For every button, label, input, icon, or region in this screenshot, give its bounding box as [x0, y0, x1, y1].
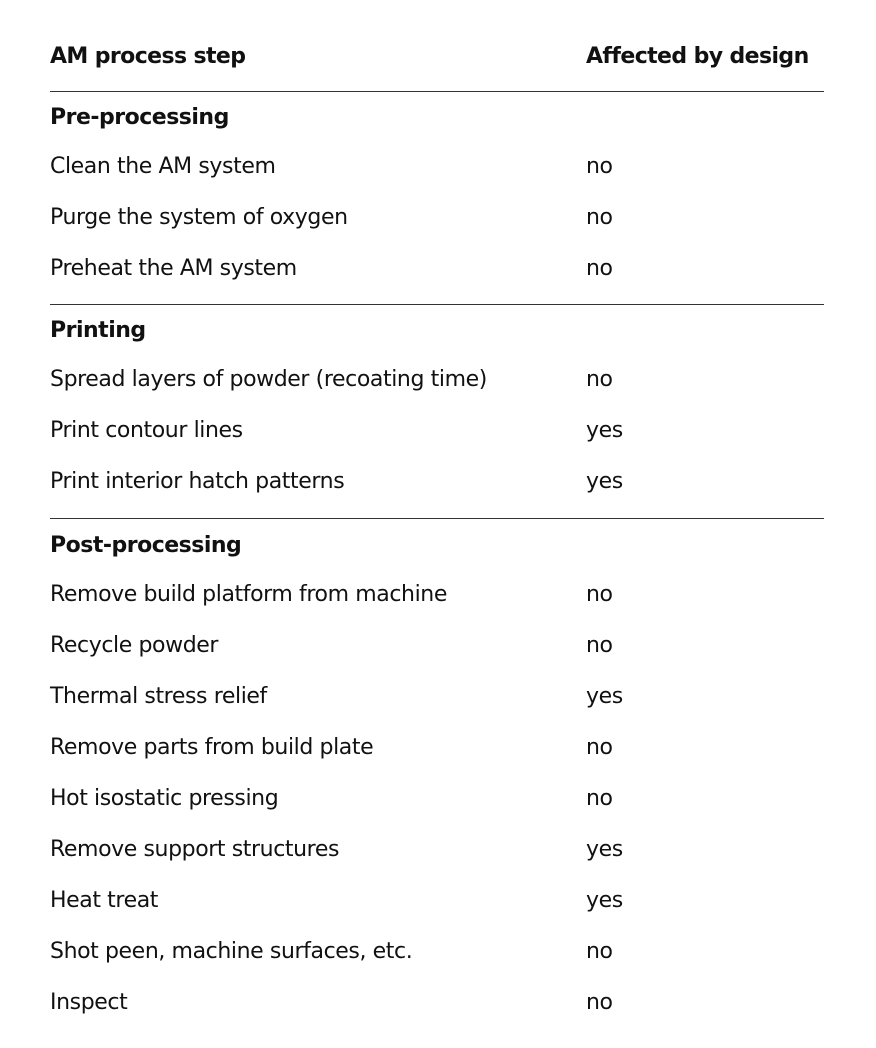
affected-cell: no [586, 735, 613, 760]
process-table [50, 0, 824, 1028]
affected-cell: no [586, 367, 613, 392]
section-title: Pre-processing [50, 104, 229, 130]
step-cell: Print contour lines [50, 418, 243, 443]
table-row [50, 569, 824, 620]
table-row [50, 926, 824, 977]
affected-cell: no [586, 256, 613, 281]
affected-cell: yes [586, 888, 623, 913]
table-header [50, 0, 824, 92]
step-cell: Preheat the AM system [50, 256, 297, 281]
affected-cell: no [586, 633, 613, 658]
affected-cell: yes [586, 469, 623, 494]
table-row [50, 773, 824, 824]
table-row [50, 243, 824, 294]
header-affected: Affected by design [586, 44, 809, 69]
step-cell: Remove parts from build plate [50, 735, 374, 760]
header-step: AM process step [50, 44, 246, 69]
table-row [50, 192, 824, 243]
table-row [50, 977, 824, 1028]
section-printing [50, 305, 824, 519]
step-cell: Shot peen, machine surfaces, etc. [50, 939, 413, 964]
step-cell: Heat treat [50, 888, 159, 913]
table-row [50, 620, 824, 671]
affected-cell: no [586, 205, 613, 230]
affected-cell: no [586, 582, 613, 607]
section-post-processing [50, 519, 824, 1028]
section-title: Post-processing [50, 532, 242, 558]
step-cell: Spread layers of powder (recoating time) [50, 367, 487, 392]
table-row [50, 354, 824, 405]
table-row [50, 875, 824, 926]
affected-cell: yes [586, 418, 623, 443]
step-cell: Remove build platform from machine [50, 582, 447, 607]
step-cell: Print interior hatch patterns [50, 469, 345, 494]
affected-cell: no [586, 990, 613, 1015]
step-cell: Clean the AM system [50, 154, 276, 179]
section-pre-processing [50, 92, 824, 305]
step-cell: Thermal stress relief [50, 684, 267, 709]
table-row [50, 671, 824, 722]
table-row [50, 722, 824, 773]
affected-cell: yes [586, 837, 623, 862]
section-title: Printing [50, 317, 146, 343]
table-row [50, 824, 824, 875]
table-row [50, 405, 824, 456]
affected-cell: yes [586, 684, 623, 709]
affected-cell: no [586, 786, 613, 811]
step-cell: Purge the system of oxygen [50, 205, 348, 230]
table-row [50, 456, 824, 507]
affected-cell: no [586, 154, 613, 179]
step-cell: Recycle powder [50, 633, 219, 658]
step-cell: Remove support structures [50, 837, 340, 862]
affected-cell: no [586, 939, 613, 964]
step-cell: Hot isostatic pressing [50, 786, 279, 811]
table-row [50, 141, 824, 192]
step-cell: Inspect [50, 990, 128, 1015]
